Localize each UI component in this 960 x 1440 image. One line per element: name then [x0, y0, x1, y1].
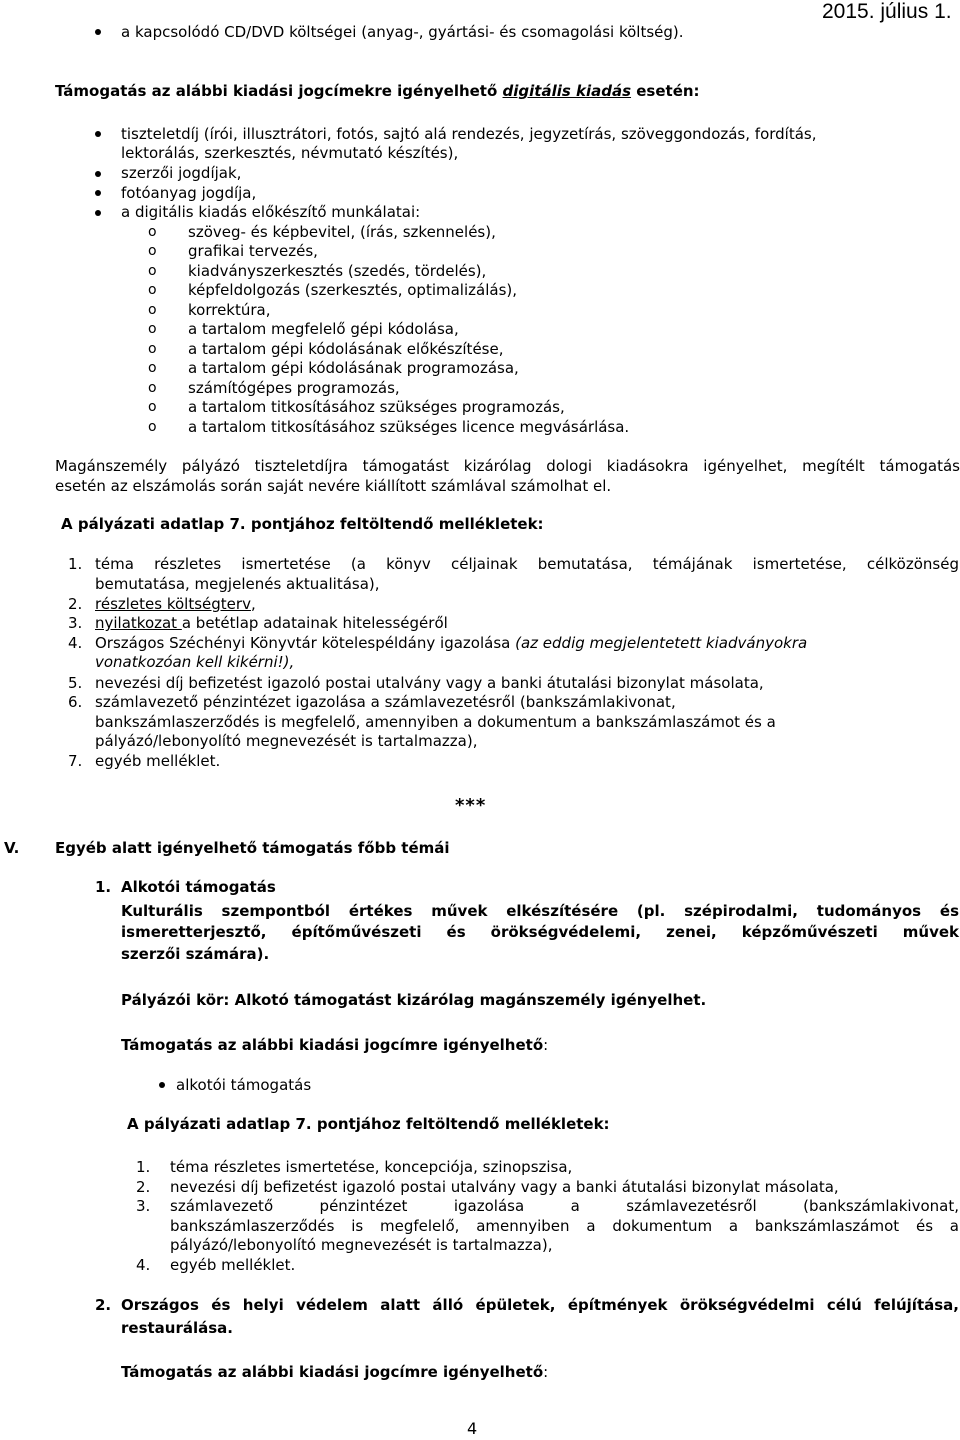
item-number: 2.	[136, 1178, 151, 1196]
digital-bullet-1-cont: lektorálás, szerkesztés, névmutató készítés),	[121, 144, 459, 162]
private-note-line-1: Magánszemély pályázó tiszteletdíjra támogatást kizárólag dologi kiadásokra igényelhet, megítélt támogatás	[55, 457, 960, 475]
item-number: 6.	[68, 693, 83, 711]
bullet-icon	[95, 210, 101, 216]
sub1-attachment-2: nevezési díj befizetést igazoló postai utalvány vagy a banki átutalási bizonylat másolata,	[170, 1178, 839, 1196]
section-title: Egyéb alatt igényelhető támogatás főbb témái	[55, 839, 450, 857]
sub-item: a tartalom megfelelő gépi kódolása,	[188, 320, 459, 338]
claim-heading-2: Támogatás az alábbi kiadási jogcímre igényelhető:	[121, 1363, 549, 1381]
subsection-desc-3: szerzői számára).	[121, 945, 270, 963]
cost-plan-link[interactable]: részletes költségterv	[95, 595, 251, 613]
item-number: 1.	[136, 1158, 151, 1176]
bullet-icon	[95, 29, 101, 35]
subsection-2-title-cont: restaurálása.	[121, 1319, 234, 1337]
top-bullet-text: a kapcsolódó CD/DVD költségei (anyag-, gyártási- és csomagolási költség).	[121, 23, 684, 41]
attachment-item-1: téma részletes ismertetése (a könyv céljainak bemutatása, témájának ismertetése, célközönség	[95, 555, 959, 573]
attachment-item-6: számlavezető pénzintézet igazolása a számlavezetésről (bankszámlakivonat,	[95, 693, 676, 711]
applicants-text: Pályázói kör: Alkotó támogatást kizárólag magánszemély igényelhet.	[121, 991, 707, 1009]
bullet-icon	[95, 131, 101, 137]
item-number: 4.	[136, 1256, 151, 1274]
item-number: 5.	[68, 674, 83, 692]
sub-item: kiadványszerkesztés (szedés, tördelés),	[188, 262, 487, 280]
attachment-item-6-cont: pályázó/lebonyolító megnevezését is tartalmazza),	[95, 732, 478, 750]
document-date: 2015. július 1.	[822, 0, 952, 23]
claim-bullet: alkotói támogatás	[176, 1076, 312, 1094]
circle-bullet-icon: o	[148, 224, 157, 240]
circle-bullet-icon: o	[148, 419, 157, 435]
subsection-number: 2.	[95, 1296, 112, 1314]
digital-bullet-4: a digitális kiadás előkészítő munkálatai:	[121, 203, 421, 221]
attachments-heading-2: A pályázati adatlap 7. pontjához feltöltendő mellékletek:	[127, 1115, 610, 1133]
sub-item: szöveg- és képbevitel, (írás, szkennelés),	[188, 223, 496, 241]
item-number: 7.	[68, 752, 83, 770]
sub1-attachment-3-cont: bankszámlaszerződés is megfelelő, amennyiben a dokumentum a bankszámlaszámot és a	[170, 1217, 959, 1235]
subsection-2-title: Országos és helyi védelem alatt álló épületek, építmények örökségvédelmi célú felújítása,	[121, 1296, 959, 1314]
subsection-desc-1: Kulturális szempontból értékes művek elkészítésére (pl. szépirodalmi, tudományos és	[121, 902, 959, 920]
sub-item: a tartalom titkosításához szükséges programozás,	[188, 398, 565, 416]
item-number: 3.	[68, 614, 83, 632]
circle-bullet-icon: o	[148, 360, 157, 376]
sub1-attachment-4: egyéb melléklet.	[170, 1256, 296, 1274]
attachment-item-2: részletes költségterv,	[95, 595, 256, 613]
digital-bullet-1: tiszteletdíj (írói, illusztrátori, fotós, sajtó alá rendezés, jegyzetírás, szöveggondozás, fordítás,	[121, 125, 817, 143]
subsection-title: Alkotói támogatás	[121, 878, 276, 896]
attachment-item-3: nyilatkozat a betétlap adatainak hitelességéről	[95, 614, 448, 632]
section-numeral: V.	[4, 839, 20, 857]
sub-item: a tartalom titkosításához szükséges licence megvásárlása.	[188, 418, 630, 436]
page-number: 4	[467, 1419, 478, 1438]
sub1-attachment-1: téma részletes ismertetése, koncepciója, szinopszisa,	[170, 1158, 573, 1176]
declaration-link[interactable]: nyilatkozat	[95, 614, 182, 632]
private-note-line-2: esetén az elszámolás során saját nevére kiállított számlával számolhat el.	[55, 477, 612, 495]
subsection-desc-2: ismeretterjesztő, építőművészeti és örökségvédelemi, zenei, képzőművészeti művek	[121, 923, 959, 941]
circle-bullet-icon: o	[148, 302, 157, 318]
sub-item: számítógépes programozás,	[188, 379, 400, 397]
attachment-item-4: Országos Széchényi Könyvtár kötelespéldány igazolása (az eddig megjelentetett kiadványokra	[95, 634, 808, 652]
digital-bullet-3: fotóanyag jogdíja,	[121, 184, 257, 202]
attachment-item-7: egyéb melléklet.	[95, 752, 221, 770]
sub-item: korrektúra,	[188, 301, 271, 319]
attachment-item-4-cont: vonatkozóan kell kikérni!),	[95, 653, 295, 671]
attachment-item-1-cont: bemutatása, megjelenés aktualitása),	[95, 575, 380, 593]
sub1-attachment-3: számlavezető pénzintézet igazolása a számlavezetésről (bankszámlakivonat,	[170, 1197, 959, 1215]
circle-bullet-icon: o	[148, 341, 157, 357]
circle-bullet-icon: o	[148, 399, 157, 415]
item-number: 3.	[136, 1197, 151, 1215]
section-separator: ***	[455, 795, 487, 816]
sub1-attachment-3-cont: pályázó/lebonyolító megnevezését is tartalmazza),	[170, 1236, 553, 1254]
sub-item: a tartalom gépi kódolásának előkészítése,	[188, 340, 504, 358]
digital-heading-link[interactable]: digitális kiadás	[502, 82, 632, 100]
attachment-item-6-cont: bankszámlaszerződés is megfelelő, amennyiben a dokumentum a bankszámlaszámot és a	[95, 713, 776, 731]
claim-heading: Támogatás az alábbi kiadási jogcímre igényelhető:	[121, 1036, 549, 1054]
sub-item: a tartalom gépi kódolásának programozása,	[188, 359, 519, 377]
digital-heading: Támogatás az alábbi kiadási jogcímekre igényelhető digitális kiadás esetén:	[55, 82, 700, 100]
subsection-number: 1.	[95, 878, 112, 896]
attachments-heading: A pályázati adatlap 7. pontjához feltöltendő mellékletek:	[61, 515, 544, 533]
circle-bullet-icon: o	[148, 243, 157, 259]
bullet-icon	[95, 190, 101, 196]
circle-bullet-icon: o	[148, 321, 157, 337]
item-number: 1.	[68, 555, 83, 573]
item-number: 2.	[68, 595, 83, 613]
item-number: 4.	[68, 634, 83, 652]
attachment-item-5: nevezési díj befizetést igazoló postai utalvány vagy a banki átutalási bizonylat másolata,	[95, 674, 764, 692]
circle-bullet-icon: o	[148, 263, 157, 279]
bullet-icon	[159, 1082, 165, 1088]
digital-bullet-2: szerzői jogdíjak,	[121, 164, 242, 182]
circle-bullet-icon: o	[148, 380, 157, 396]
sub-item: grafikai tervezés,	[188, 242, 318, 260]
bullet-icon	[95, 171, 101, 177]
circle-bullet-icon: o	[148, 282, 157, 298]
sub-item: képfeldolgozás (szerkesztés, optimalizálás),	[188, 281, 518, 299]
